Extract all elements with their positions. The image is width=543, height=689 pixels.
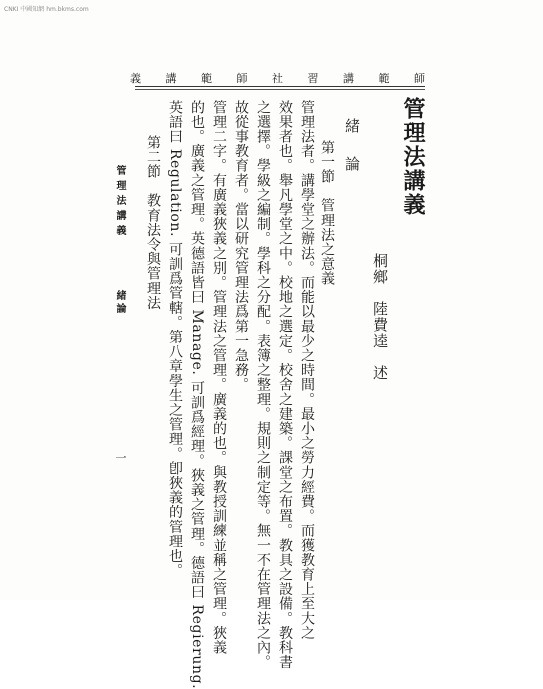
author-line: 桐鄉 陸費逵 述 bbox=[371, 253, 389, 381]
subsection-heading: 第二節 教育法令與管理法 bbox=[145, 135, 161, 311]
body-column: 之選擇。學級之編制。學科之分配。表簿之整理。規則之制定等。無一不在管理法之內。 bbox=[255, 100, 271, 670]
header-char: 師 bbox=[414, 72, 425, 85]
header-rule bbox=[135, 86, 425, 87]
header-char: 義 bbox=[130, 72, 141, 85]
page-number: 一 bbox=[114, 452, 127, 463]
header-char: 師 bbox=[236, 72, 248, 85]
header-char: 範 bbox=[201, 72, 212, 85]
section-heading: 緒 論 bbox=[343, 118, 361, 175]
header-char: 習 bbox=[307, 72, 319, 85]
header-char: 範 bbox=[378, 72, 390, 85]
margin-book-title: 管理法講義 bbox=[114, 165, 125, 240]
header-char: 講 bbox=[343, 72, 354, 85]
header-char: 講 bbox=[165, 72, 177, 85]
body-column: 故從事教育者。當以研究管理法爲第一急務。 bbox=[233, 100, 249, 392]
body-column: 管理二字。有廣義狹義之別。管理法之管理。廣義的也。與教授訓練並稱之管理。狹義 bbox=[211, 100, 227, 655]
subsection-heading: 第一節 管理法之意義 bbox=[319, 140, 335, 286]
body-column: 效果者也。舉凡學堂之中。校地之選定。校舍之建築。課堂之布置。教具之設備。教科書 bbox=[277, 100, 293, 670]
header-char: 社 bbox=[272, 72, 283, 85]
header-rule-thin bbox=[135, 89, 425, 90]
body-column: 英語曰 Regulation. 可訓爲管轄。第八章學生之管理。卽狹義的管理也。 bbox=[167, 100, 183, 578]
body-column: 管理法者。講學堂之辦法。而能以最少之時間。最小之勞力經費。而獲教育上至大之 bbox=[299, 100, 315, 641]
source-watermark: CNKI 中國知網 hm.bkms.com bbox=[4, 6, 89, 13]
running-header bbox=[130, 70, 425, 86]
page-title: 管理法講義 bbox=[400, 97, 426, 217]
body-column: 的也。廣義之管理。英德語皆曰 Manage. 可訓爲經理。狹義之管理。德語曰 Regierung. bbox=[189, 100, 205, 689]
margin-chapter: 緒論 bbox=[114, 290, 125, 316]
